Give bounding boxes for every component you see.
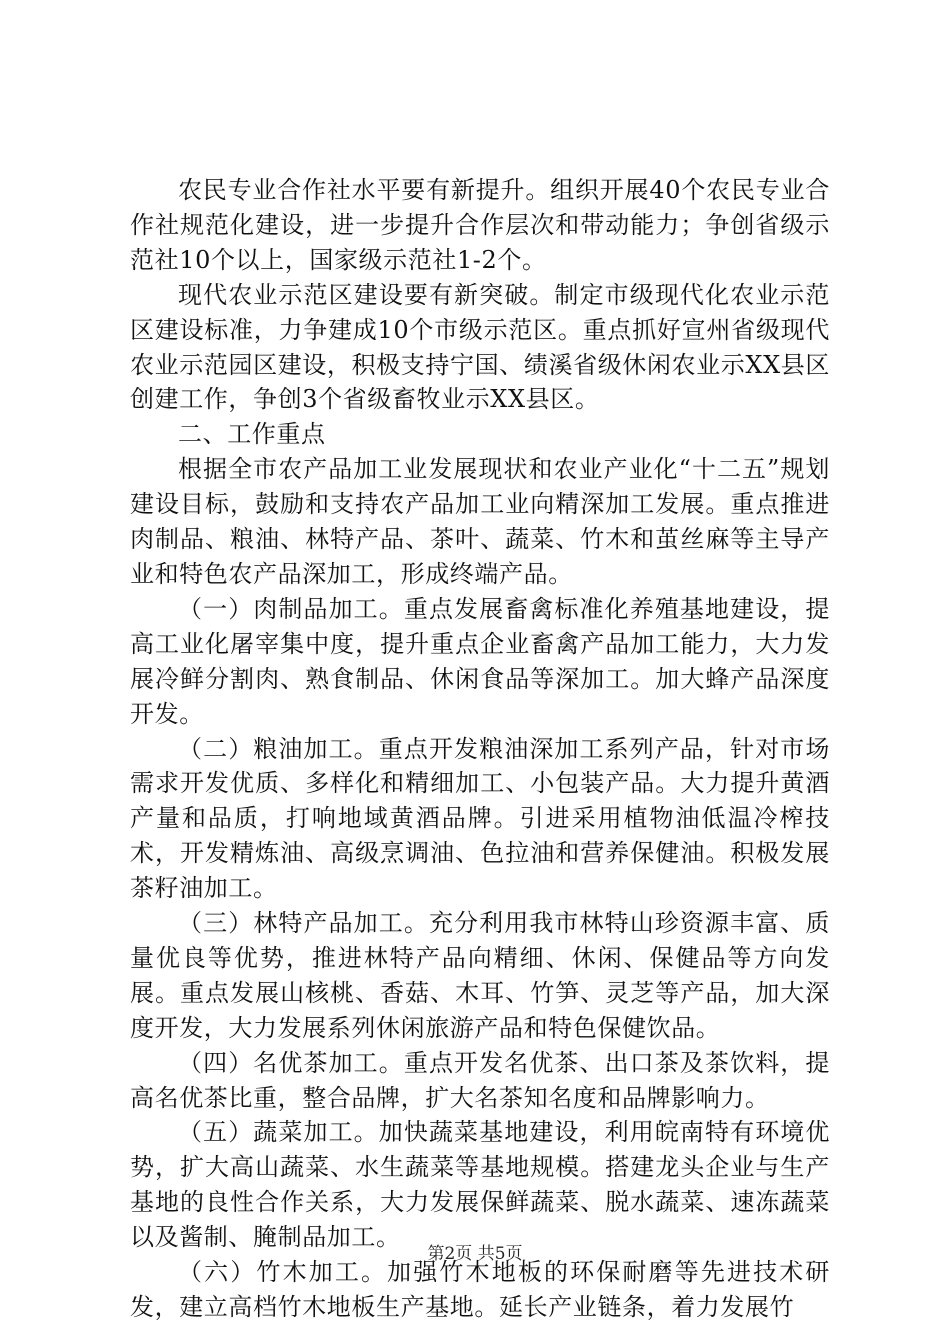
paragraph-grain-oil-processing: （二）粮油加工。重点开发粮油深加工系列产品，针对市场需求开发优质、多样化和精细加工、小包装产品。大力提升黄酒产量和品质，打响地域黄酒品牌。引进采用植物油低温冷榨技术，开发精炼油、高级烹调油、色拉油和营养保健油。积极发展茶籽油加工。 xyxy=(130,734,830,903)
paragraph-meat-processing: （一）肉制品加工。重点发展畜禽标准化养殖基地建设，提高工业化屠宰集中度，提升重点企业畜禽产品加工能力，大力发展冷鲜分割肉、熟食制品、休闲食品等深加工。加大蜂产品深度开发。 xyxy=(130,594,830,728)
paragraph-forest-products: （三）林特产品加工。充分利用我市林特山珍资源丰富、质量优良等优势，推进林特产品向精细、休闲、保健品等方向发展。重点发展山核桃、香菇、木耳、竹笋、灵芝等产品，加大深度开发，大力发展系列休闲旅游产品和特色保健饮品。 xyxy=(130,909,830,1042)
paragraph-processing-overview: 根据全市农产品加工业发展现状和农业产业化“十二五”规划建设目标，鼓励和支持农产品加工业向精深加工发展。重点推进肉制品、粮油、林特产品、茶叶、蔬菜、竹木和茧丝麻等主导产业和特色农产品深加工，形成终端产品。 xyxy=(130,455,830,588)
paragraph-demo-zones: 现代农业示范区建设要有新突破。制定市级现代化农业示范区建设标准，力争建成10个市级示范区。重点抓好宣州省级现代农业示范园区建设，积极支持宁国、绩溪省级休闲农业示XX县区创建工作，争创3个省级畜牧业示XX县区。 xyxy=(130,280,830,414)
paragraph-cooperatives: 农民专业合作社水平要有新提升。组织开展40个农民专业合作社规范化建设，进一步提升合作层次和带动能力；争创省级示范社10个以上，国家级示范社1-2个。 xyxy=(130,176,830,274)
page-number-footer: 第2页 共5页 xyxy=(427,1244,523,1264)
section-heading-work-focus: 二、工作重点 xyxy=(178,420,326,449)
paragraph-bamboo-wood: （六）竹木加工。加强竹木地板的环保耐磨等先进技术研发，建立高档竹木地板生产基地。延长产业链条，着力发展竹 xyxy=(130,1258,830,1321)
paragraph-vegetable-processing: （五）蔬菜加工。加快蔬菜基地建设，利用皖南特有环境优势，扩大高山蔬菜、水生蔬菜等基地规模。搭建龙头企业与生产基地的良性合作关系，大力发展保鲜蔬菜、脱水蔬菜、速冻蔬菜以及酱制、腌制品加工。 xyxy=(130,1118,830,1252)
paragraph-tea-processing: （四）名优茶加工。重点开发名优茶、出口茶及茶饮料，提高名优茶比重，整合品牌，扩大名茶知名度和品牌影响力。 xyxy=(130,1048,830,1112)
document-body xyxy=(130,173,830,1325)
